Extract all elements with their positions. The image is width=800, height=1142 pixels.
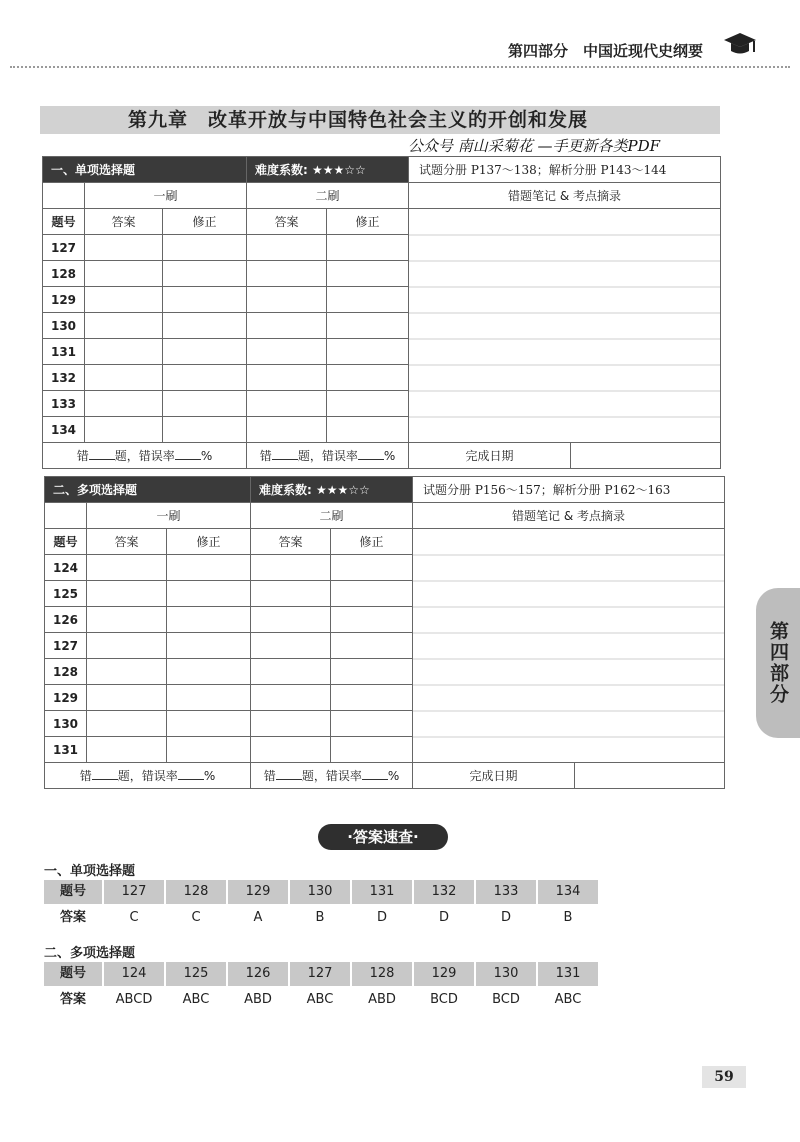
- col-answer: 答案: [251, 529, 331, 555]
- answer-key-number: 130: [290, 880, 350, 904]
- correction-cell[interactable]: [327, 235, 409, 261]
- answer-key-answer: ABD: [244, 992, 272, 1007]
- completion-date-label: 完成日期: [409, 443, 571, 469]
- notes-header: 错题笔记 & 考点摘录: [413, 503, 725, 529]
- col-correction: 修正: [167, 529, 251, 555]
- running-header: 第四部分 中国近现代史纲要: [508, 42, 704, 60]
- correction-cell[interactable]: [331, 633, 413, 659]
- correction-cell[interactable]: [331, 555, 413, 581]
- answer-cell[interactable]: [251, 685, 331, 711]
- page-reference: 试题分册 P156～157；解析分册 P162～163: [413, 477, 725, 503]
- question-number: 132: [43, 365, 85, 391]
- correction-cell[interactable]: [163, 287, 247, 313]
- answer-key-single-heading: 一、单项选择题: [44, 864, 136, 879]
- answer-key-number: 124: [104, 962, 164, 986]
- correction-cell[interactable]: [327, 391, 409, 417]
- col-correction: 修正: [331, 529, 413, 555]
- section-title: 二、多项选择题: [45, 477, 251, 503]
- answer-key-number: 129: [228, 880, 288, 904]
- answer-key-number-label: 题号: [44, 962, 102, 986]
- correction-cell[interactable]: [331, 737, 413, 763]
- answer-key-answer: A: [253, 910, 263, 925]
- col-question-number: 题号: [43, 209, 85, 235]
- question-number: 124: [45, 555, 87, 581]
- correction-cell[interactable]: [331, 659, 413, 685]
- completion-date-field[interactable]: [571, 443, 721, 469]
- answer-key-number: 133: [476, 880, 536, 904]
- answer-cell[interactable]: [247, 417, 327, 443]
- question-number: 127: [43, 235, 85, 261]
- error-rate-field[interactable]: 错 题，错误率 %: [251, 763, 413, 789]
- answer-key-answer: ABCD: [115, 992, 153, 1007]
- correction-cell[interactable]: [163, 261, 247, 287]
- correction-cell[interactable]: [331, 581, 413, 607]
- col-answer: 答案: [247, 209, 327, 235]
- answer-cell[interactable]: [85, 261, 163, 287]
- correction-cell[interactable]: [167, 581, 251, 607]
- question-number: 129: [43, 287, 85, 313]
- answer-key-number: 131: [352, 880, 412, 904]
- chapter-title: 第九章 改革开放与中国特色社会主义的开创和发展: [40, 106, 720, 134]
- answer-key-answer: ABD: [368, 992, 396, 1007]
- answer-cell[interactable]: [247, 339, 327, 365]
- round-1-header: 一刷: [87, 503, 251, 529]
- answer-cell[interactable]: [251, 659, 331, 685]
- answer-cell[interactable]: [85, 235, 163, 261]
- answer-key-answer: D: [376, 910, 387, 925]
- question-number: 130: [43, 313, 85, 339]
- answer-cell[interactable]: [251, 711, 331, 737]
- notes-area[interactable]: [413, 529, 725, 763]
- answer-cell[interactable]: [251, 607, 331, 633]
- round-1-header: 一刷: [85, 183, 247, 209]
- correction-cell[interactable]: [331, 607, 413, 633]
- answer-key-answer: D: [438, 910, 449, 925]
- question-number: 130: [45, 711, 87, 737]
- error-rate-field[interactable]: 错 题，错误率 %: [247, 443, 409, 469]
- multi-choice-table: [44, 476, 725, 789]
- answer-key-answer: BCD: [492, 992, 520, 1007]
- question-number: 134: [43, 417, 85, 443]
- col-question-number: 题号: [45, 529, 87, 555]
- notes-area[interactable]: [409, 209, 721, 443]
- answer-key-number: 125: [166, 962, 226, 986]
- completion-date-label: 完成日期: [413, 763, 575, 789]
- correction-cell[interactable]: [327, 261, 409, 287]
- answer-key-title: ·答案速查·: [318, 824, 448, 850]
- page-number: 59: [702, 1066, 746, 1088]
- error-rate-field[interactable]: 错 题，错误率 %: [43, 443, 247, 469]
- correction-cell[interactable]: [327, 417, 409, 443]
- notes-header: 错题笔记 & 考点摘录: [409, 183, 721, 209]
- col-answer: 答案: [85, 209, 163, 235]
- header-divider: [10, 66, 790, 68]
- question-number: 125: [45, 581, 87, 607]
- answer-cell[interactable]: [87, 737, 167, 763]
- answer-cell[interactable]: [247, 391, 327, 417]
- answer-key-answer: ABC: [554, 992, 582, 1007]
- answer-cell[interactable]: [87, 685, 167, 711]
- correction-cell[interactable]: [327, 313, 409, 339]
- answer-key-answer: BCD: [430, 992, 458, 1007]
- round-2-header: 二刷: [247, 183, 409, 209]
- correction-cell[interactable]: [331, 685, 413, 711]
- answer-key-answer: D: [500, 910, 511, 925]
- page-reference: 试题分册 P137～138；解析分册 P143～144: [409, 157, 721, 183]
- answer-key-number: 134: [538, 880, 598, 904]
- answer-key-number: 127: [104, 880, 164, 904]
- answer-cell[interactable]: [247, 287, 327, 313]
- answer-cell[interactable]: [85, 287, 163, 313]
- question-number: 131: [45, 737, 87, 763]
- answer-key-answer: B: [563, 910, 573, 925]
- correction-cell[interactable]: [327, 339, 409, 365]
- answer-cell[interactable]: [87, 581, 167, 607]
- answer-key-answer-label: 答案: [59, 910, 86, 925]
- answer-key-answer-label: 答案: [59, 992, 86, 1007]
- answer-key-number: 130: [476, 962, 536, 986]
- answer-key-number: 129: [414, 962, 474, 986]
- correction-cell[interactable]: [167, 633, 251, 659]
- answer-key-number-label: 题号: [44, 880, 102, 904]
- graduation-cap-icon: [722, 30, 758, 60]
- answer-key-number: 132: [414, 880, 474, 904]
- correction-cell[interactable]: [163, 313, 247, 339]
- part-side-tab: 第四部分: [756, 588, 800, 738]
- answer-key-number: 127: [290, 962, 350, 986]
- section-title: 一、单项选择题: [43, 157, 247, 183]
- answer-cell[interactable]: [85, 365, 163, 391]
- answer-cell[interactable]: [87, 711, 167, 737]
- question-number: 129: [45, 685, 87, 711]
- answer-key-answer: ABC: [182, 992, 210, 1007]
- correction-cell[interactable]: [167, 685, 251, 711]
- correction-cell[interactable]: [167, 711, 251, 737]
- answer-cell[interactable]: [251, 633, 331, 659]
- correction-cell[interactable]: [163, 235, 247, 261]
- difficulty-rating: 难度系数: ★★★☆☆: [251, 477, 413, 503]
- difficulty-rating: 难度系数: ★★★☆☆: [247, 157, 409, 183]
- answer-key-number: 128: [166, 880, 226, 904]
- correction-cell[interactable]: [163, 339, 247, 365]
- col-answer: 答案: [87, 529, 167, 555]
- answer-cell[interactable]: [87, 607, 167, 633]
- question-number: 133: [43, 391, 85, 417]
- correction-cell[interactable]: [331, 711, 413, 737]
- answer-cell[interactable]: [85, 313, 163, 339]
- answer-key-number: 126: [228, 962, 288, 986]
- answer-cell[interactable]: [247, 313, 327, 339]
- question-number: 128: [43, 261, 85, 287]
- answer-key-answer: C: [129, 910, 139, 925]
- answer-key-multi-heading: 二、多项选择题: [44, 946, 136, 961]
- answer-cell[interactable]: [85, 417, 163, 443]
- answer-cell[interactable]: [87, 633, 167, 659]
- round-2-header: 二刷: [251, 503, 413, 529]
- answer-cell[interactable]: [85, 391, 163, 417]
- answer-cell[interactable]: [87, 659, 167, 685]
- col-correction: 修正: [163, 209, 247, 235]
- correction-cell[interactable]: [167, 607, 251, 633]
- answer-cell[interactable]: [85, 339, 163, 365]
- completion-date-field[interactable]: [575, 763, 725, 789]
- answer-cell[interactable]: [251, 581, 331, 607]
- answer-cell[interactable]: [247, 261, 327, 287]
- correction-cell[interactable]: [327, 287, 409, 313]
- answer-key-answer: C: [191, 910, 201, 925]
- question-number: 128: [45, 659, 87, 685]
- answer-cell[interactable]: [247, 235, 327, 261]
- correction-cell[interactable]: [163, 417, 247, 443]
- correction-cell[interactable]: [163, 391, 247, 417]
- error-rate-field[interactable]: 错 题，错误率 %: [45, 763, 251, 789]
- correction-cell[interactable]: [167, 737, 251, 763]
- answer-cell[interactable]: [251, 737, 331, 763]
- answer-cell[interactable]: [247, 365, 327, 391]
- correction-cell[interactable]: [167, 659, 251, 685]
- col-correction: 修正: [327, 209, 409, 235]
- correction-cell[interactable]: [163, 365, 247, 391]
- answer-key-number: 128: [352, 962, 412, 986]
- single-choice-table: [42, 156, 721, 469]
- answer-cell[interactable]: [87, 555, 167, 581]
- question-number: 131: [43, 339, 85, 365]
- answer-key-number: 131: [538, 962, 598, 986]
- answer-key-answer: ABC: [306, 992, 334, 1007]
- correction-cell[interactable]: [327, 365, 409, 391]
- question-number: 126: [45, 607, 87, 633]
- question-number: 127: [45, 633, 87, 659]
- correction-cell[interactable]: [167, 555, 251, 581]
- handwritten-note: 公众号 南山采菊花 —手更新各类PDF: [408, 137, 661, 155]
- answer-key-answer: B: [315, 910, 325, 925]
- answer-cell[interactable]: [251, 555, 331, 581]
